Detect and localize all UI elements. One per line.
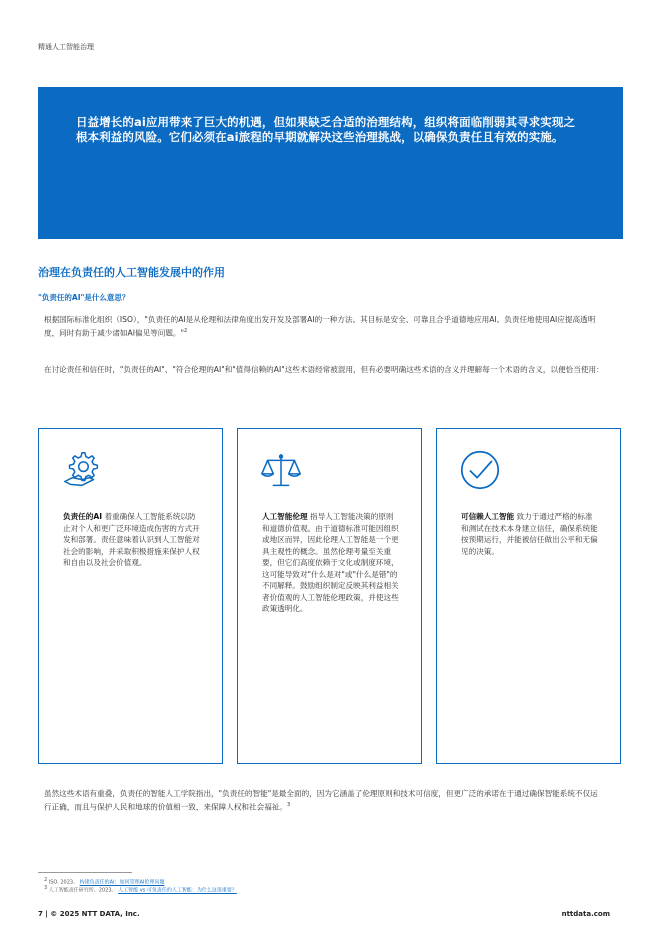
card-ai-ethics: [237, 428, 422, 764]
section-subtitle: "负责任的AI"是什么意思？: [38, 293, 130, 302]
footnote-divider: [38, 872, 132, 873]
footnote-ref[interactable]: 3: [287, 801, 291, 808]
paragraph-text: 虽然这些术语有重叠，负责任的智能人工学院指出，"负责任的智能"是最全面的，因为它涵盖了伦理原则和技术可信度，但更广泛的承诺在于通过确保智能系统不仅运行正确，而且与保护人民和地球的价值相一致，来保障人权和社会福祉。: [44, 789, 598, 812]
paragraph-summary: [44, 788, 604, 813]
card-body: [63, 511, 201, 569]
footnote-link[interactable]: 人工智能 vs 可负责任的人工智能：为什么这很重要？: [118, 887, 237, 894]
gear-hand-icon: [59, 447, 105, 493]
card-trustworthy-ai: [436, 428, 621, 764]
card-desc: 指导人工智能决策的原则和道德价值观。由于道德标准可能因组织或地区而异，因此伦理人工智能是一个更具主观性的概念。虽然伦理考量至关重要，但它们高度依赖于文化或制度环境，这可能导致对"什么是对"或"什么是错"的不同解释。鼓励组织制定反映其利益相关者价值观的人工智能伦理政策，并使这些政策透明化。: [262, 512, 399, 613]
paragraph-text: 根据国际标准化组织（ISO），"负责任的AI是从伦理和法律角度出发开发及部署AI的一种方法。其目标是安全、可靠且合乎道德地应用AI。负责任地使用AI应提高透明度，同时有助于减少诸如AI偏见等问题。": [44, 315, 596, 338]
banner-text: 日益增长的ai应用带来了巨大的机遇，但如果缺乏合适的治理结构，组织将面临削弱其寻求实现之根本利益的风险。它们必须在ai旅程的早期就解决这些治理挑战，以确保负责任且有效的实施。: [76, 115, 576, 144]
footnote-ref[interactable]: 2: [184, 327, 188, 334]
card-responsible-ai: [38, 428, 223, 764]
card-body: [461, 511, 599, 557]
card-term: 可信赖人工智能: [461, 512, 515, 521]
page-header: 精通人工智能治理: [38, 43, 94, 51]
scales-icon: [258, 447, 304, 493]
card-term: 负责任的AI: [63, 512, 103, 521]
checkmark-circle-icon: [457, 447, 503, 493]
footnote-item: [44, 884, 237, 896]
paragraph-terms-intro: 在讨论责任和信任时，"负责任的AI"、"符合伦理的AI"和"值得信赖的AI"这些术语经常被混用，但有必要明确这些术语的含义并理解每一个术语的含义，以便恰当使用：: [44, 365, 604, 374]
section-title: 治理在负责任的人工智能发展中的作用: [38, 266, 225, 279]
intro-banner: [38, 87, 623, 239]
footnote-text: 人工智能责任研究所。2023。: [48, 887, 117, 894]
footnote-text: ISO. 2023。: [48, 879, 79, 886]
paragraph-iso-definition: [44, 314, 604, 339]
footnote-link[interactable]: 构建负责任的AI：如何管理AI伦理问题: [79, 879, 165, 886]
card-term: 人工智能伦理: [262, 512, 308, 521]
card-desc: 致力于通过严格的标准和测试在技术本身建立信任，确保系统能按预期运行，并能被信任做出公平和无偏见的决策。: [461, 512, 598, 556]
card-desc: 着重确保人工智能系统以防止对个人和更广泛环境造成伤害的方式开发和部署。责任意味着认识到人工智能对社会的影响，并采取积极措施来保护人权和自由以及社会价值观。: [63, 512, 200, 567]
footnote-number: 2: [44, 877, 48, 883]
footnote-number: 3: [44, 885, 48, 891]
footer-site-link[interactable]: nttdata.com: [561, 910, 610, 918]
card-body: [262, 511, 400, 615]
footer-page-copyright: 7 | © 2025 NTT DATA, Inc.: [38, 910, 140, 918]
